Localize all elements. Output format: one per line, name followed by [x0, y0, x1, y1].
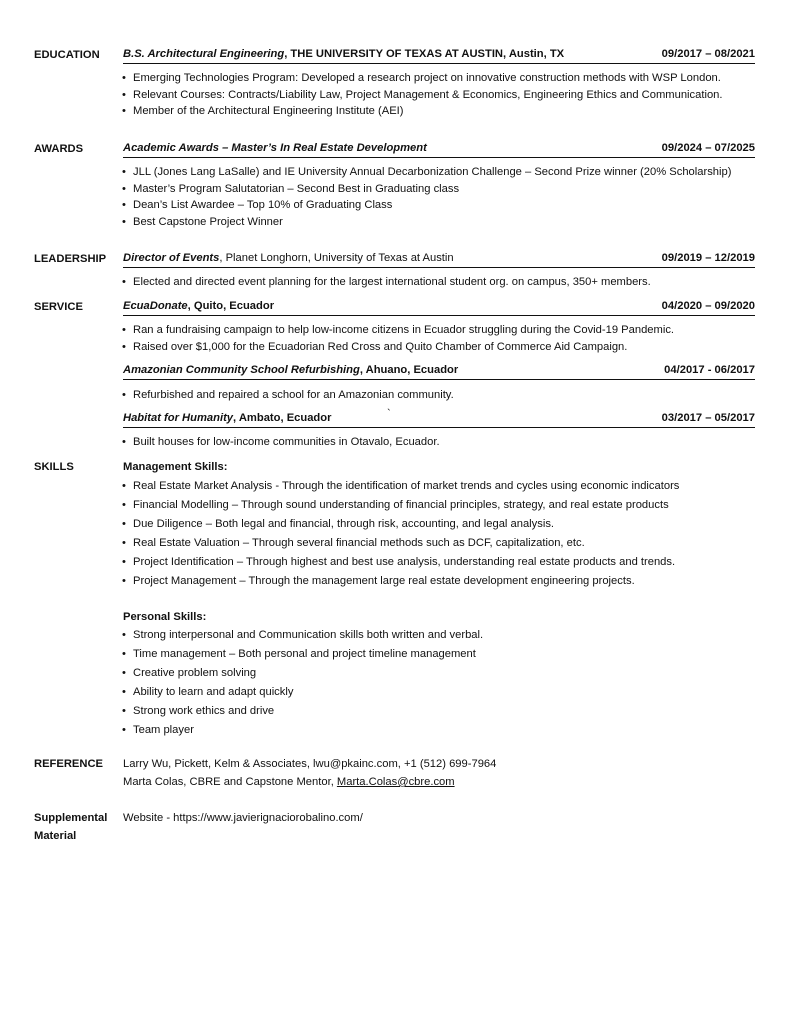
- awards-dates: 09/2024 – 07/2025: [661, 142, 755, 154]
- education-title: [123, 47, 564, 62]
- service-entry-0-location: , Quito, Ecuador: [187, 300, 275, 312]
- personal-skills-heading: Personal Skills:: [123, 611, 207, 623]
- list-item: • Real Estate Market Analysis - Through the identification of market trends and cycles using economic indicators: [121, 477, 679, 496]
- list-item: • Team player: [121, 721, 483, 740]
- list-item: • Ran a fundraising campaign to help low-income citizens in Ecuador struggling during the Covid-19 Pandemic.: [121, 322, 674, 339]
- service-entry-0-dates: 04/2020 – 09/2020: [661, 300, 755, 312]
- list-item: • Member of the Architectural Engineering Institute (AEI): [121, 103, 723, 120]
- service-entry-0-bullets: [121, 322, 674, 355]
- stray-mark: `: [387, 408, 391, 420]
- service-label: SERVICE: [34, 301, 83, 313]
- leadership-label: LEADERSHIP: [34, 253, 107, 265]
- leadership-dates: 09/2019 – 12/2019: [661, 252, 755, 264]
- service-entry-1-location: , Ahuano, Ecuador: [359, 364, 459, 376]
- list-item: • Strong work ethics and drive: [121, 702, 483, 721]
- awards-bullets: [121, 164, 731, 231]
- list-item: • Relevant Courses: Contracts/Liability Law, Project Management & Economics, Engineering Ethics and Communication.: [121, 87, 723, 104]
- supplemental-website: Website - https://www.javierignaciorobalino.com/: [123, 812, 363, 824]
- education-degree: B.S. Architectural Engineering: [123, 48, 285, 60]
- skills-label: SKILLS: [34, 461, 74, 473]
- list-item: • Emerging Technologies Program: Developed a research project on innovative construction methods with WSP London.: [121, 70, 723, 87]
- management-skills-heading: Management Skills:: [123, 461, 228, 473]
- leadership-bullets: [121, 274, 651, 291]
- list-item: • Real Estate Valuation – Through several financial methods such as DCF, capitalization, etc.: [121, 534, 679, 553]
- education-dates: 09/2017 – 08/2021: [661, 48, 755, 60]
- personal-skills-list: [121, 626, 483, 740]
- education-header: [123, 47, 755, 64]
- service-entry-2-title: [123, 411, 331, 426]
- service-entry-2-dates: 03/2017 – 05/2017: [661, 412, 755, 424]
- list-item: • Financial Modelling – Through sound understanding of financial principles, strategy, and real estate products: [121, 496, 679, 515]
- service-entry-0-name: EcuaDonate: [123, 300, 188, 312]
- list-item: • Creative problem solving: [121, 664, 483, 683]
- service-entry-2-location: , Ambato, Ecuador: [233, 412, 332, 424]
- education-school: , THE UNIVERSITY OF TEXAS AT AUSTIN, Austin, TX: [284, 48, 565, 60]
- service-entry-0-header: [123, 299, 755, 316]
- service-entry-2-bullets: [121, 434, 440, 451]
- awards-title: Academic Awards – Master’s In Real Estate Development: [123, 142, 427, 154]
- leadership-org: , Planet Longhorn, University of Texas at Austin: [219, 252, 454, 264]
- list-item: • Built houses for low-income communities in Otavalo, Ecuador.: [121, 434, 440, 451]
- list-item: • Ability to learn and adapt quickly: [121, 683, 483, 702]
- education-bullets: [121, 70, 723, 120]
- list-item: • Due Diligence – Both legal and financial, through risk, accounting, and legal analysis.: [121, 515, 679, 534]
- list-item: • Master’s Program Salutatorian – Second Best in Graduating class: [121, 181, 731, 198]
- service-entry-1-title: [123, 363, 458, 378]
- list-item: • Project Management – Through the management large real estate development engineering projects.: [121, 572, 679, 591]
- service-entry-2-name: Habitat for Humanity: [123, 412, 234, 424]
- list-item: • Strong interpersonal and Communication skills both written and verbal.: [121, 626, 483, 645]
- reference-line-2-text: Marta Colas, CBRE and Capstone Mentor,: [123, 776, 337, 788]
- supplemental-label-line-1: Supplemental: [34, 812, 108, 824]
- awards-label: AWARDS: [34, 143, 84, 155]
- list-item: • Time management – Both personal and project timeline management: [121, 645, 483, 664]
- reference-email-link[interactable]: Marta.Colas@cbre.com: [336, 776, 455, 788]
- list-item: • Elected and directed event planning for the largest international student org. on campus, 350+ members.: [121, 274, 651, 291]
- awards-header: [123, 141, 755, 158]
- list-item: • JLL (Jones Lang LaSalle) and IE University Annual Decarbonization Challenge – Second Prize winner (20% Scholarship): [121, 164, 731, 181]
- service-entry-1-dates: 04/2017 - 06/2017: [664, 364, 755, 376]
- list-item: • Best Capstone Project Winner: [121, 214, 731, 231]
- leadership-title: [123, 251, 454, 266]
- leadership-header: [123, 251, 755, 268]
- management-skills-list: [121, 477, 679, 591]
- reference-line-1: Larry Wu, Pickett, Kelm & Associates, lwu@pkainc.com, +1 (512) 699-7964: [123, 758, 497, 770]
- service-entry-0-title: [123, 299, 274, 314]
- list-item: • Raised over $1,000 for the Ecuadorian Red Cross and Quito Chamber of Commerce Aid Campaign.: [121, 339, 674, 356]
- supplemental-label-line-2: Material: [34, 830, 77, 842]
- list-item: • Refurbished and repaired a school for an Amazonian community.: [121, 387, 454, 404]
- service-entry-1-name: Amazonian Community School Refurbishing: [123, 364, 360, 376]
- leadership-role: Director of Events: [123, 252, 220, 264]
- service-entry-1-header: [123, 363, 755, 380]
- service-entry-1-bullets: [121, 387, 454, 404]
- list-item: • Dean’s List Awardee – Top 10% of Graduating Class: [121, 197, 731, 214]
- list-item: • Project Identification – Through highest and best use analysis, understanding real estate products and trends.: [121, 553, 679, 572]
- reference-line-2: [123, 773, 455, 791]
- education-label: EDUCATION: [34, 49, 100, 61]
- service-entry-2-header: [123, 408, 755, 428]
- reference-label: REFERENCE: [34, 758, 103, 770]
